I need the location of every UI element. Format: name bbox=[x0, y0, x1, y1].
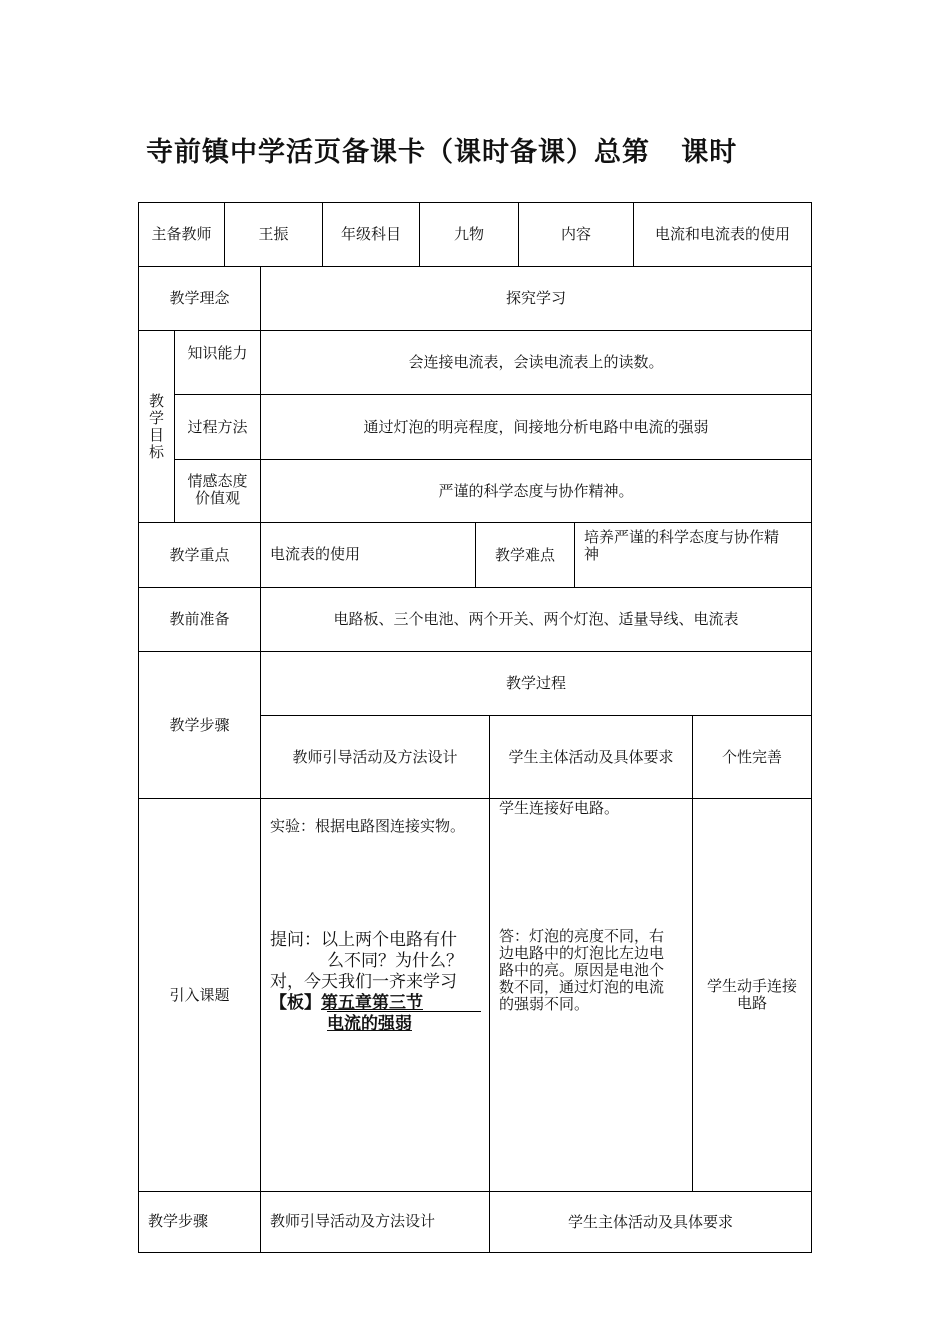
knowledge-label: 知识能力 bbox=[187, 344, 248, 362]
footer-steps-label: 教学步骤 bbox=[148, 1212, 209, 1230]
footer-student-header: 学生主体活动及具体要求 bbox=[567, 1212, 733, 1231]
content-value: 电流和电流表的使用 bbox=[654, 225, 790, 243]
prep-value: 电路板、三个电池、两个开关、两个灯泡、适量导线、电流表 bbox=[333, 610, 739, 628]
goals-label-text: 教学目标 bbox=[148, 391, 164, 461]
emotion-value: 严谨的科学态度与协作精神。 bbox=[438, 481, 634, 500]
emotion-label-line-1: 情感态度 bbox=[187, 472, 248, 490]
prep-label: 教前准备 bbox=[169, 610, 230, 628]
philosophy-label: 教学理念 bbox=[169, 289, 230, 307]
key-point-value: 电流表的使用 bbox=[270, 545, 361, 563]
question-line-3: 对，今天我们一齐来学习 bbox=[270, 972, 457, 992]
difficulty-line-1: 培养严谨的科学态度与协作精 bbox=[584, 528, 780, 546]
emotion-label bbox=[175, 473, 260, 507]
knowledge-value: 会连接电流表，会读电流表上的读数。 bbox=[408, 353, 664, 371]
question-line-2: 么不同？为什么？ bbox=[327, 951, 463, 971]
teacher-label: 主备教师 bbox=[151, 225, 212, 243]
difficulty-line-2: 神 bbox=[584, 545, 600, 563]
steps-label: 教学步骤 bbox=[169, 715, 230, 734]
teaching-process-label: 教学过程 bbox=[505, 674, 566, 692]
personal-note bbox=[693, 978, 811, 1012]
content-label: 内容 bbox=[560, 225, 591, 243]
student-connect: 学生连接好电路。 bbox=[499, 799, 620, 817]
difficulty-label: 教学难点 bbox=[494, 545, 555, 564]
page-title: 寺前镇中学活页备课卡（课时备课）总第 课时 bbox=[146, 137, 738, 168]
goals-label bbox=[139, 331, 174, 522]
answer-line-4: 数不同，通过灯泡的电流 bbox=[499, 978, 665, 996]
personal-line-1: 学生动手连接 bbox=[706, 977, 797, 995]
student-answer bbox=[499, 928, 689, 1013]
footer-teacher-header: 教师引导活动及方法设计 bbox=[270, 1212, 436, 1230]
teacher-value: 王振 bbox=[258, 225, 289, 243]
col-student-header: 学生主体活动及具体要求 bbox=[508, 747, 674, 766]
intro-experiment: 实验：根据电路图连接实物。 bbox=[270, 817, 466, 835]
personal-line-2: 电路 bbox=[736, 994, 767, 1012]
difficulty-value bbox=[584, 529, 809, 563]
intro-question bbox=[270, 930, 485, 1035]
intro-label: 引入课题 bbox=[169, 985, 230, 1004]
board-title-1: 第五章第三节 bbox=[321, 993, 423, 1013]
board-title-2: 电流的强弱 bbox=[327, 1014, 412, 1034]
key-point-label: 教学重点 bbox=[169, 545, 230, 564]
grade-label: 年级科目 bbox=[340, 225, 401, 243]
answer-line-5: 的强弱不同。 bbox=[499, 995, 590, 1013]
board-tag: 【板】 bbox=[270, 993, 321, 1013]
answer-line-3: 路中的亮。原因是电池个 bbox=[499, 961, 665, 979]
answer-line-2: 边电路中的灯泡比左边电 bbox=[499, 944, 665, 962]
emotion-label-line-2: 价值观 bbox=[194, 489, 240, 507]
board-line bbox=[270, 993, 485, 1014]
grade-value: 九物 bbox=[453, 225, 484, 243]
question-line-1: 提问：以上两个电路有什 bbox=[270, 930, 457, 950]
answer-line-1: 答：灯泡的亮度不同，右 bbox=[499, 927, 665, 945]
board-line-2 bbox=[270, 1014, 485, 1035]
col-personal-header: 个性完善 bbox=[721, 747, 782, 766]
philosophy-value: 探究学习 bbox=[505, 289, 566, 307]
process-label: 过程方法 bbox=[187, 417, 248, 436]
col-teacher-header: 教师引导活动及方法设计 bbox=[292, 747, 458, 766]
process-value: 通过灯泡的明亮程度，间接地分析电路中电流的强弱 bbox=[363, 417, 709, 436]
